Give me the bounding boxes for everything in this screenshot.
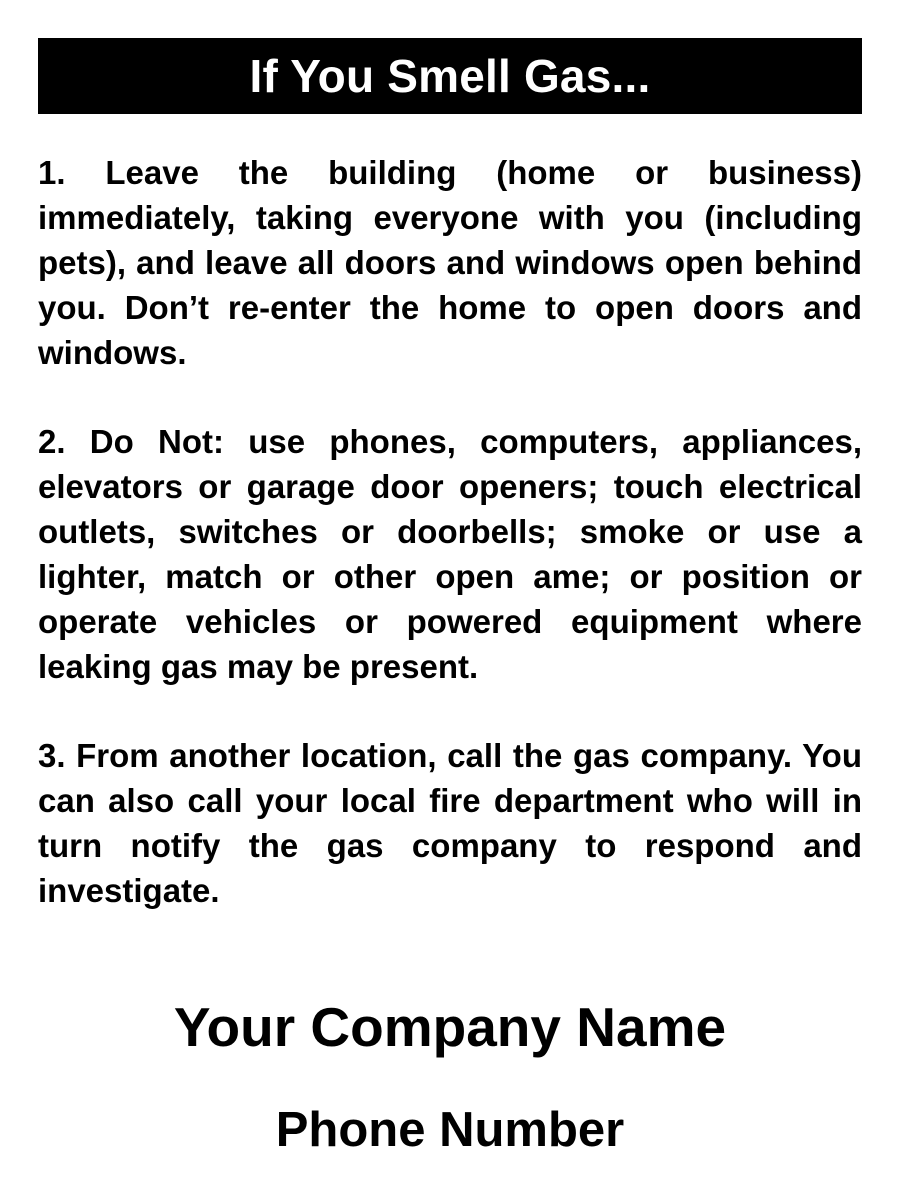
phone-number: Phone Number	[275, 1103, 625, 1157]
company-name: Your Company Name	[173, 996, 727, 1058]
instructions-list	[38, 150, 862, 957]
title-banner	[38, 38, 862, 114]
instruction-2: 2. Do Not: use phones, computers, appliances, elevators or garage door openers; touch electrical outlets, switches or doorbells; smoke or use a lighter, match or other open ame; or position or operate vehicles or powered equipment where leaking gas may be present.	[38, 423, 862, 685]
instruction-1: 1. Leave the building (home or business) immediately, taking everyone with you (including pets), and leave all doors and windows open behind you. Don’t re-enter the home to open doors and windows.	[38, 154, 862, 371]
instruction-3: 3. From another location, call the gas company. You can also call your local fire department who will in turn notify the gas company to respond and investigate.	[38, 737, 862, 909]
page-title: If You Smell Gas...	[249, 50, 651, 102]
